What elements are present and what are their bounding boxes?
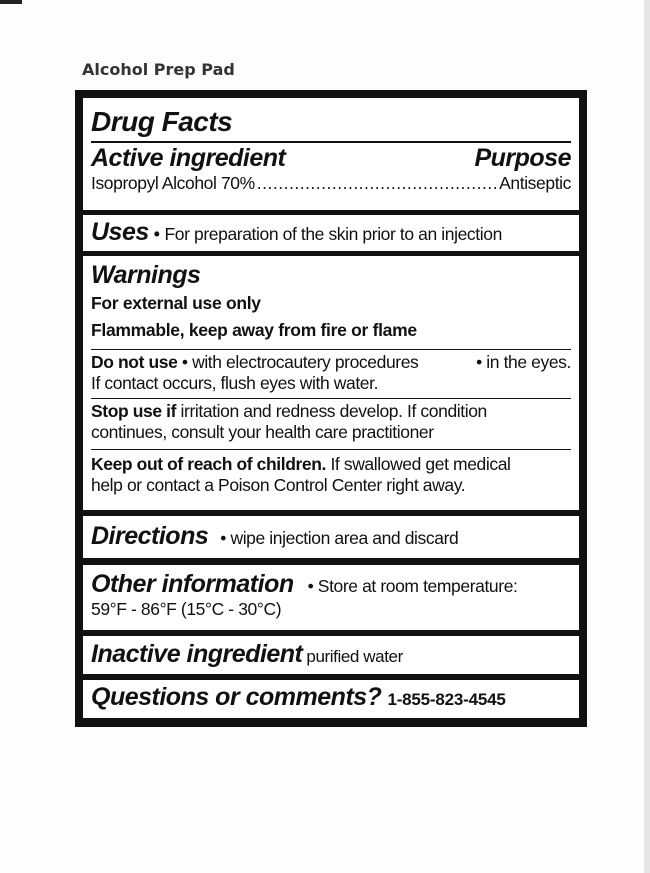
- product-name: Alcohol Prep Pad: [82, 60, 235, 79]
- flammable-warning: Flammable, keep away from fire or flame: [91, 320, 417, 340]
- do-not-use-label: Do not use: [91, 352, 178, 372]
- warnings-section: [83, 256, 579, 510]
- uses-header: Uses: [91, 218, 149, 246]
- directions-text: • wipe injection area and discard: [220, 528, 459, 548]
- purpose-value: Antiseptic: [499, 173, 571, 193]
- do-not-use-item2: • in the eyes.: [476, 352, 571, 372]
- active-ingredient-value: Isopropyl Alcohol 70%: [91, 173, 255, 193]
- uses-section: [83, 215, 579, 251]
- divider: [91, 141, 571, 143]
- phone-number: 1-855-823-4545: [387, 690, 506, 709]
- directions-section: [83, 516, 579, 558]
- divider: [91, 349, 571, 350]
- stop-use-line1: [91, 401, 571, 422]
- leader-dots: [257, 173, 497, 194]
- do-not-use-note: If contact occurs, flush eyes with water.: [91, 373, 379, 393]
- keep-out-line2: help or contact a Poison Control Center right away.: [91, 475, 466, 495]
- keep-out-line1: [91, 454, 571, 475]
- active-ingredient-row: [91, 173, 571, 194]
- inactive-ingredient-header: Inactive ingredient: [91, 640, 303, 668]
- uses-bullet: •: [153, 224, 160, 244]
- do-not-use-item1: • with electrocautery procedures: [181, 352, 419, 372]
- questions-section: [83, 680, 579, 718]
- active-ingredient-header: Active ingredient: [91, 144, 286, 172]
- do-not-use-row: [91, 352, 571, 373]
- other-information-header: Other information: [91, 570, 294, 598]
- active-ingredient-header-row: [91, 146, 571, 171]
- stop-use-text: irritation and redness develop. If condition: [180, 401, 487, 421]
- drug-facts-title: Drug Facts: [91, 106, 233, 137]
- inactive-ingredient-text: purified water: [306, 647, 403, 666]
- divider: [91, 398, 571, 399]
- drug-facts-section: [83, 98, 579, 210]
- directions-header: Directions: [91, 522, 209, 550]
- other-information-section: [83, 565, 579, 630]
- purpose-header: Purpose: [474, 144, 571, 172]
- warnings-header: Warnings: [91, 261, 201, 289]
- questions-header: Questions or comments?: [91, 683, 382, 711]
- stop-use-label: Stop use if: [91, 401, 177, 421]
- divider: [91, 449, 571, 450]
- keep-out-label: Keep out of reach of children.: [91, 454, 326, 474]
- keep-out-text: If swallowed get medical: [330, 454, 511, 474]
- stop-use-line2: continues, consult your health care practitioner: [91, 422, 434, 442]
- scan-edge: [644, 0, 650, 873]
- storage-temperature: 59°F - 86°F (15°C - 30°C): [91, 599, 282, 619]
- drug-facts-panel: [75, 90, 587, 727]
- scan-corner-mark: [0, 0, 22, 4]
- uses-text: For preparation of the skin prior to an injection: [164, 224, 502, 244]
- external-use-warning: For external use only: [91, 293, 261, 313]
- other-information-text: • Store at room temperature:: [307, 576, 518, 596]
- inactive-ingredient-section: [83, 636, 579, 674]
